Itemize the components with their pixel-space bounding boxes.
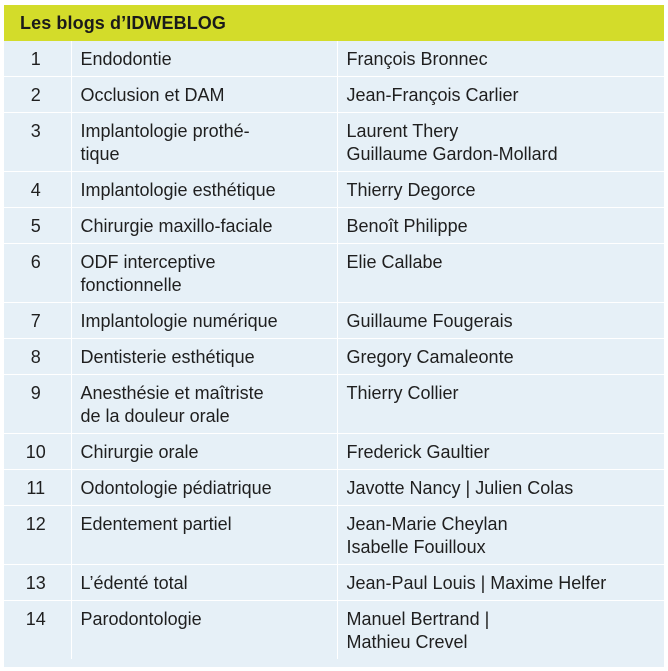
table-row bbox=[4, 434, 664, 470]
table-title: Les blogs d’IDWEBLOG bbox=[20, 12, 227, 33]
row-topic bbox=[71, 470, 337, 506]
row-number: 8 bbox=[4, 339, 71, 375]
row-number: 14 bbox=[4, 601, 71, 660]
row-number: 9 bbox=[4, 375, 71, 434]
topic-line: de la douleur orale bbox=[80, 406, 230, 426]
row-number: 4 bbox=[4, 172, 71, 208]
row-author bbox=[337, 172, 664, 208]
table-row bbox=[4, 244, 664, 303]
table-row bbox=[4, 375, 664, 434]
table-row bbox=[4, 303, 664, 339]
author-line: Jean-François Carlier bbox=[346, 85, 519, 105]
row-topic bbox=[71, 506, 337, 565]
row-topic bbox=[71, 172, 337, 208]
row-topic bbox=[71, 565, 337, 601]
row-topic bbox=[71, 339, 337, 375]
row-number: 2 bbox=[4, 77, 71, 113]
author-line: Jean-Paul Louis | Maxime Helfer bbox=[346, 573, 607, 593]
author-line: Frederick Gaultier bbox=[346, 442, 490, 462]
row-topic bbox=[71, 41, 337, 77]
row-number: 10 bbox=[4, 434, 71, 470]
author-line: Manuel Bertrand | bbox=[346, 609, 490, 629]
author-line: Laurent Thery bbox=[346, 121, 459, 141]
row-number: 1 bbox=[4, 41, 71, 77]
row-author bbox=[337, 375, 664, 434]
topic-line: Odontologie pédiatrique bbox=[80, 478, 272, 498]
table-row bbox=[4, 506, 664, 565]
author-line: Mathieu Crevel bbox=[346, 632, 468, 652]
topic-line: ODF interceptive bbox=[80, 252, 216, 272]
topic-line: L’édenté total bbox=[80, 573, 188, 593]
author-line: Thierry Degorce bbox=[346, 180, 476, 200]
author-line: Javotte Nancy | Julien Colas bbox=[346, 478, 574, 498]
topic-line: fonctionnelle bbox=[80, 275, 182, 295]
row-number: 7 bbox=[4, 303, 71, 339]
row-author bbox=[337, 41, 664, 77]
table-row bbox=[4, 208, 664, 244]
table-row bbox=[4, 470, 664, 506]
table-row bbox=[4, 113, 664, 172]
blogs-table bbox=[4, 41, 664, 659]
row-author bbox=[337, 339, 664, 375]
topic-line: Parodontologie bbox=[80, 609, 202, 629]
author-line: Guillaume Gardon-Mollard bbox=[346, 144, 558, 164]
table-row bbox=[4, 565, 664, 601]
table-header bbox=[4, 5, 664, 41]
row-topic bbox=[71, 77, 337, 113]
topic-line: Occlusion et DAM bbox=[80, 85, 225, 105]
topic-line: Implantologie prothé- bbox=[80, 121, 250, 141]
row-number: 12 bbox=[4, 506, 71, 565]
row-topic bbox=[71, 303, 337, 339]
table-row bbox=[4, 41, 664, 77]
topic-line: tique bbox=[80, 144, 120, 164]
topic-line: Endodontie bbox=[80, 49, 172, 69]
row-author bbox=[337, 244, 664, 303]
topic-line: Anesthésie et maîtriste bbox=[80, 383, 264, 403]
topic-line: Chirurgie orale bbox=[80, 442, 199, 462]
author-line: Elie Callabe bbox=[346, 252, 443, 272]
row-topic bbox=[71, 244, 337, 303]
author-line: Guillaume Fougerais bbox=[346, 311, 513, 331]
row-topic bbox=[71, 434, 337, 470]
table-row bbox=[4, 172, 664, 208]
author-line: Jean-Marie Cheylan bbox=[346, 514, 508, 534]
topic-line: Chirurgie maxillo-faciale bbox=[80, 216, 273, 236]
row-author bbox=[337, 303, 664, 339]
author-line: Benoît Philippe bbox=[346, 216, 468, 236]
row-author bbox=[337, 113, 664, 172]
blogs-table-card bbox=[4, 5, 664, 667]
row-topic bbox=[71, 375, 337, 434]
row-author bbox=[337, 565, 664, 601]
table-row bbox=[4, 601, 664, 660]
row-topic bbox=[71, 601, 337, 660]
table-row bbox=[4, 77, 664, 113]
row-author bbox=[337, 434, 664, 470]
row-author bbox=[337, 208, 664, 244]
topic-line: Dentisterie esthétique bbox=[80, 347, 255, 367]
row-topic bbox=[71, 208, 337, 244]
author-line: Gregory Camaleonte bbox=[346, 347, 514, 367]
topic-line: Implantologie esthétique bbox=[80, 180, 276, 200]
author-line: Thierry Collier bbox=[346, 383, 459, 403]
row-author bbox=[337, 601, 664, 660]
row-author bbox=[337, 77, 664, 113]
row-number: 11 bbox=[4, 470, 71, 506]
row-author bbox=[337, 470, 664, 506]
topic-line: Implantologie numérique bbox=[80, 311, 278, 331]
row-topic bbox=[71, 113, 337, 172]
topic-line: Edentement partiel bbox=[80, 514, 232, 534]
row-number: 13 bbox=[4, 565, 71, 601]
table-row bbox=[4, 339, 664, 375]
author-line: Isabelle Fouilloux bbox=[346, 537, 486, 557]
row-number: 6 bbox=[4, 244, 71, 303]
row-author bbox=[337, 506, 664, 565]
author-line: François Bronnec bbox=[346, 49, 488, 69]
blogs-table-body bbox=[4, 41, 664, 659]
row-number: 5 bbox=[4, 208, 71, 244]
row-number: 3 bbox=[4, 113, 71, 172]
